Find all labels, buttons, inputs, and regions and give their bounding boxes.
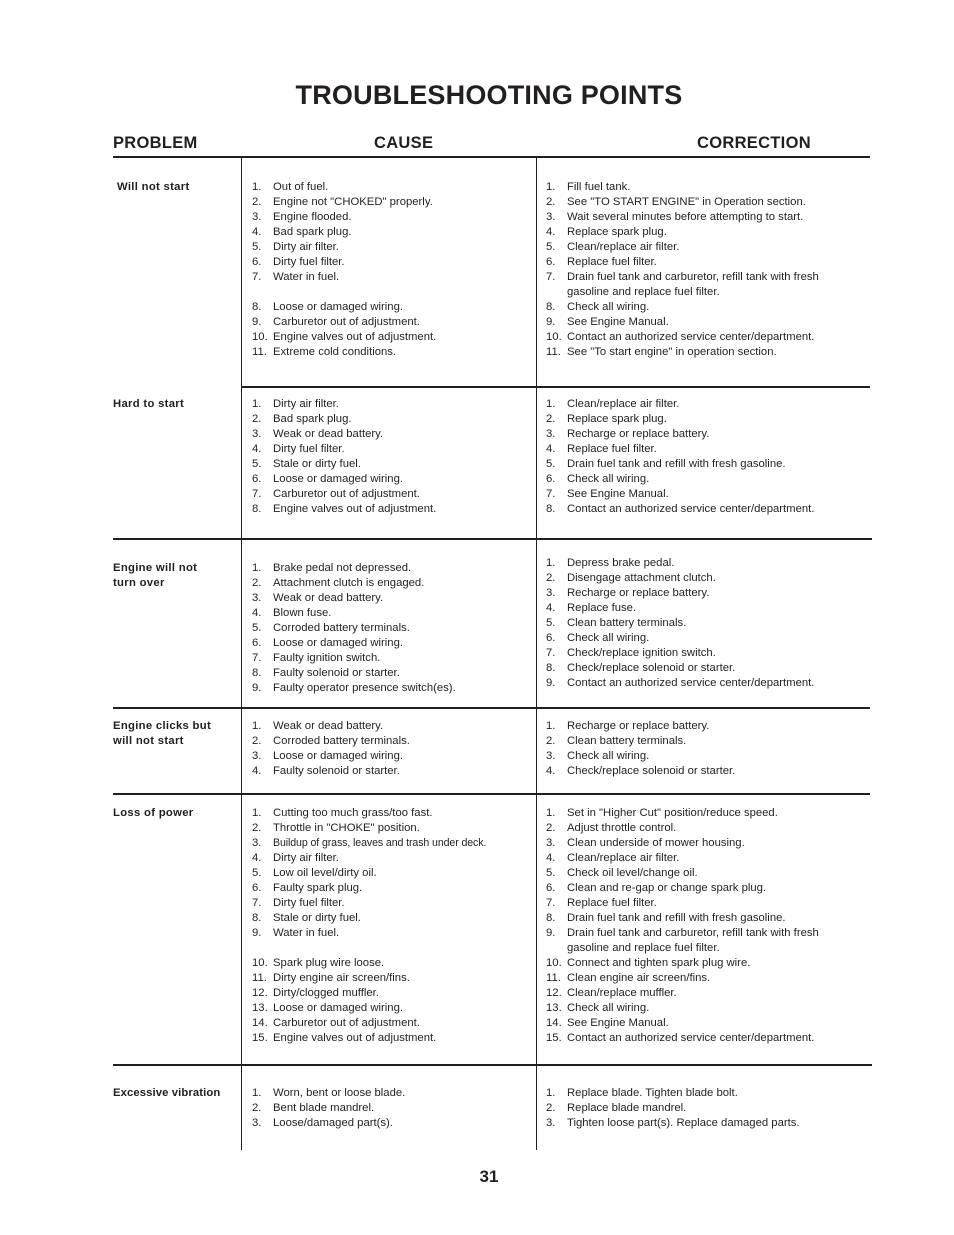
cause-list xyxy=(252,1086,532,1131)
list-item: 1. Brake pedal not depressed. xyxy=(252,562,412,574)
list-item: 15. Contact an authorized service center/department. xyxy=(546,1032,815,1044)
header-problem: PROBLEM xyxy=(113,134,198,152)
list-item: 5. Clean/replace air filter. xyxy=(546,241,680,253)
list-item: 1. Replace blade. Tighten blade bolt. xyxy=(546,1087,738,1099)
list-item: 13. Loose or damaged wiring. xyxy=(252,1002,403,1014)
list-item: 2. Replace spark plug. xyxy=(546,413,667,425)
list-item: 2. Bad spark plug. xyxy=(252,413,352,425)
list-item: 8. Check/replace solenoid or starter. xyxy=(546,662,736,674)
list-item: 4. Replace fuel filter. xyxy=(546,443,657,455)
list-item: 6. Dirty fuel filter. xyxy=(252,256,345,268)
list-item: 5. Dirty air filter. xyxy=(252,241,339,253)
list-item: 11. See "To start engine" in operation section. xyxy=(546,346,777,358)
list-item: 13. Check all wiring. xyxy=(546,1002,650,1014)
page-number: 31 xyxy=(479,1167,499,1186)
problem-label: Loss of power xyxy=(113,807,194,819)
list-item: 7. Replace fuel filter. xyxy=(546,897,657,909)
list-item: 4. Dirty air filter. xyxy=(252,852,339,864)
list-item: 2. Engine not "CHOKED" properly. xyxy=(252,196,433,208)
row-divider xyxy=(241,386,870,388)
list-item: 3. Wait several minutes before attempting to start. xyxy=(546,211,804,223)
list-item: 12. Dirty/clogged muffler. xyxy=(252,987,379,999)
list-item: 6. Loose or damaged wiring. xyxy=(252,473,403,485)
list-item: 7. Carburetor out of adjustment. xyxy=(252,488,420,500)
header-cause: CAUSE xyxy=(374,134,434,152)
list-item: 7. Drain fuel tank and carburetor, refill tank with fresh gasoline and replace fuel filter. xyxy=(546,271,819,298)
list-item: 8. Loose or damaged wiring. xyxy=(252,301,403,313)
list-item: 2. Clean battery terminals. xyxy=(546,735,687,747)
list-item: 15. Engine valves out of adjustment. xyxy=(252,1032,437,1044)
list-item: 5. Check oil level/change oil. xyxy=(546,867,698,879)
list-item: 5. Drain fuel tank and refill with fresh gasoline. xyxy=(546,458,786,470)
cause-list xyxy=(252,180,532,360)
list-item: 14. See Engine Manual. xyxy=(546,1017,669,1029)
list-item: 11. Dirty engine air screen/fins. xyxy=(252,972,410,984)
correction-list xyxy=(546,556,861,691)
list-item: 8. Check all wiring. xyxy=(546,301,650,313)
list-item: 4. Dirty fuel filter. xyxy=(252,443,345,455)
list-item: 12. Clean/replace muffler. xyxy=(546,987,677,999)
list-item: 6. Check all wiring. xyxy=(546,632,650,644)
list-item: 8. Drain fuel tank and refill with fresh gasoline. xyxy=(546,912,786,924)
list-item: 10. Spark plug wire loose. xyxy=(252,957,385,969)
row-divider xyxy=(113,793,870,795)
list-item: 1. Cutting too much grass/too fast. xyxy=(252,807,433,819)
list-item: 3. Buildup of grass, leaves and trash under deck. xyxy=(252,837,487,849)
correction-list xyxy=(546,397,861,517)
list-item: 1. Dirty air filter. xyxy=(252,398,339,410)
header-rule xyxy=(113,156,870,158)
correction-list xyxy=(546,806,861,1046)
list-item: 3. Engine flooded. xyxy=(252,211,352,223)
cause-list xyxy=(252,806,532,1046)
list-item: 1. Out of fuel. xyxy=(252,181,329,193)
list-item: 7. Check/replace ignition switch. xyxy=(546,647,716,659)
list-item: 9. Water in fuel. xyxy=(252,927,340,939)
page-title: TROUBLESHOOTING POINTS xyxy=(295,80,683,110)
list-item: 5. Clean battery terminals. xyxy=(546,617,687,629)
correction-list xyxy=(546,180,861,360)
list-item: 3. Check all wiring. xyxy=(546,750,650,762)
list-item: 1. Recharge or replace battery. xyxy=(546,720,710,732)
row-divider xyxy=(113,707,870,709)
list-item: 6. Loose or damaged wiring. xyxy=(252,637,403,649)
list-item: 7. Dirty fuel filter. xyxy=(252,897,345,909)
list-item: 3. Weak or dead battery. xyxy=(252,592,384,604)
list-item: 10. Connect and tighten spark plug wire. xyxy=(546,957,751,969)
list-item: 4. Clean/replace air filter. xyxy=(546,852,680,864)
list-item: 8. Stale or dirty fuel. xyxy=(252,912,361,924)
list-item: 6. Check all wiring. xyxy=(546,473,650,485)
row-divider xyxy=(113,538,872,540)
problem-label: Excessive vibration xyxy=(113,1087,221,1099)
list-item: 1. Worn, bent or loose blade. xyxy=(252,1087,406,1099)
cause-list xyxy=(252,719,532,779)
list-item: 9. See Engine Manual. xyxy=(546,316,669,328)
list-item: 1. Weak or dead battery. xyxy=(252,720,384,732)
list-item: 9. Drain fuel tank and carburetor, refill tank with fresh gasoline and replace fuel filter. xyxy=(546,927,819,954)
list-item: 10. Contact an authorized service center/department. xyxy=(546,331,815,343)
list-item: 5. Stale or dirty fuel. xyxy=(252,458,361,470)
list-item: 11. Clean engine air screen/fins. xyxy=(546,972,711,984)
problem-label: Engine clicks but will not start xyxy=(113,720,212,747)
list-item: 2. See "TO START ENGINE" in Operation section. xyxy=(546,196,806,208)
list-item: 7. Water in fuel. xyxy=(252,271,340,283)
list-item: 4. Faulty solenoid or starter. xyxy=(252,765,400,777)
list-item: 7. See Engine Manual. xyxy=(546,488,669,500)
correction-list xyxy=(546,1086,861,1131)
list-item: 6. Faulty spark plug. xyxy=(252,882,363,894)
column-divider xyxy=(241,157,242,1150)
list-item: 3. Loose/damaged part(s). xyxy=(252,1117,393,1129)
list-item: 1. Fill fuel tank. xyxy=(546,181,631,193)
list-item: 9. Carburetor out of adjustment. xyxy=(252,316,420,328)
column-divider xyxy=(536,157,537,1150)
list-item: 14. Carburetor out of adjustment. xyxy=(252,1017,420,1029)
list-item: 2. Replace blade mandrel. xyxy=(546,1102,687,1114)
list-item: 2. Throttle in "CHOKE" position. xyxy=(252,822,420,834)
list-item: 9. Contact an authorized service center/department. xyxy=(546,677,815,689)
list-item: 1. Clean/replace air filter. xyxy=(546,398,680,410)
list-item: 4. Blown fuse. xyxy=(252,607,332,619)
list-item: 3. Clean underside of mower housing. xyxy=(546,837,745,849)
row-divider xyxy=(113,1064,872,1066)
list-item: 2. Bent blade mandrel. xyxy=(252,1102,375,1114)
correction-list xyxy=(546,719,861,779)
list-item: 1. Depress brake pedal. xyxy=(546,557,675,569)
list-item: 8. Contact an authorized service center/department. xyxy=(546,503,815,515)
list-item: 6. Replace fuel filter. xyxy=(546,256,657,268)
list-item: 7. Faulty ignition switch. xyxy=(252,652,381,664)
list-item: 6. Clean and re-gap or change spark plug. xyxy=(546,882,767,894)
list-item: 8. Engine valves out of adjustment. xyxy=(252,503,437,515)
list-item: 3. Loose or damaged wiring. xyxy=(252,750,403,762)
list-item: 2. Attachment clutch is engaged. xyxy=(252,577,425,589)
cause-list xyxy=(252,561,532,696)
header-correction: CORRECTION xyxy=(697,134,811,152)
problem-label: Will not start xyxy=(117,181,190,193)
list-item: 3. Tighten loose part(s). Replace damaged parts. xyxy=(546,1117,800,1129)
problem-label: Hard to start xyxy=(113,398,185,410)
problem-label: Engine will not turn over xyxy=(113,562,198,589)
list-item: 4. Check/replace solenoid or starter. xyxy=(546,765,736,777)
list-item: 3. Recharge or replace battery. xyxy=(546,587,710,599)
list-item: 4. Bad spark plug. xyxy=(252,226,352,238)
list-item: 2. Disengage attachment clutch. xyxy=(546,572,716,584)
list-item: 8. Faulty solenoid or starter. xyxy=(252,667,400,679)
list-item: 1. Set in "Higher Cut" position/reduce speed. xyxy=(546,807,778,819)
list-item: 3. Weak or dead battery. xyxy=(252,428,384,440)
list-item: 2. Corroded battery terminals. xyxy=(252,735,410,747)
list-item: 5. Low oil level/dirty oil. xyxy=(252,867,377,879)
list-item: 4. Replace fuse. xyxy=(546,602,637,614)
cause-list xyxy=(252,397,532,517)
list-item: 10. Engine valves out of adjustment. xyxy=(252,331,437,343)
list-item: 2. Adjust throttle control. xyxy=(546,822,677,834)
list-item: 3. Recharge or replace battery. xyxy=(546,428,710,440)
list-item: 11. Extreme cold conditions. xyxy=(252,346,397,358)
list-item: 5. Corroded battery terminals. xyxy=(252,622,410,634)
list-item: 9. Faulty operator presence switch(es). xyxy=(252,682,456,694)
list-item: 4. Replace spark plug. xyxy=(546,226,667,238)
